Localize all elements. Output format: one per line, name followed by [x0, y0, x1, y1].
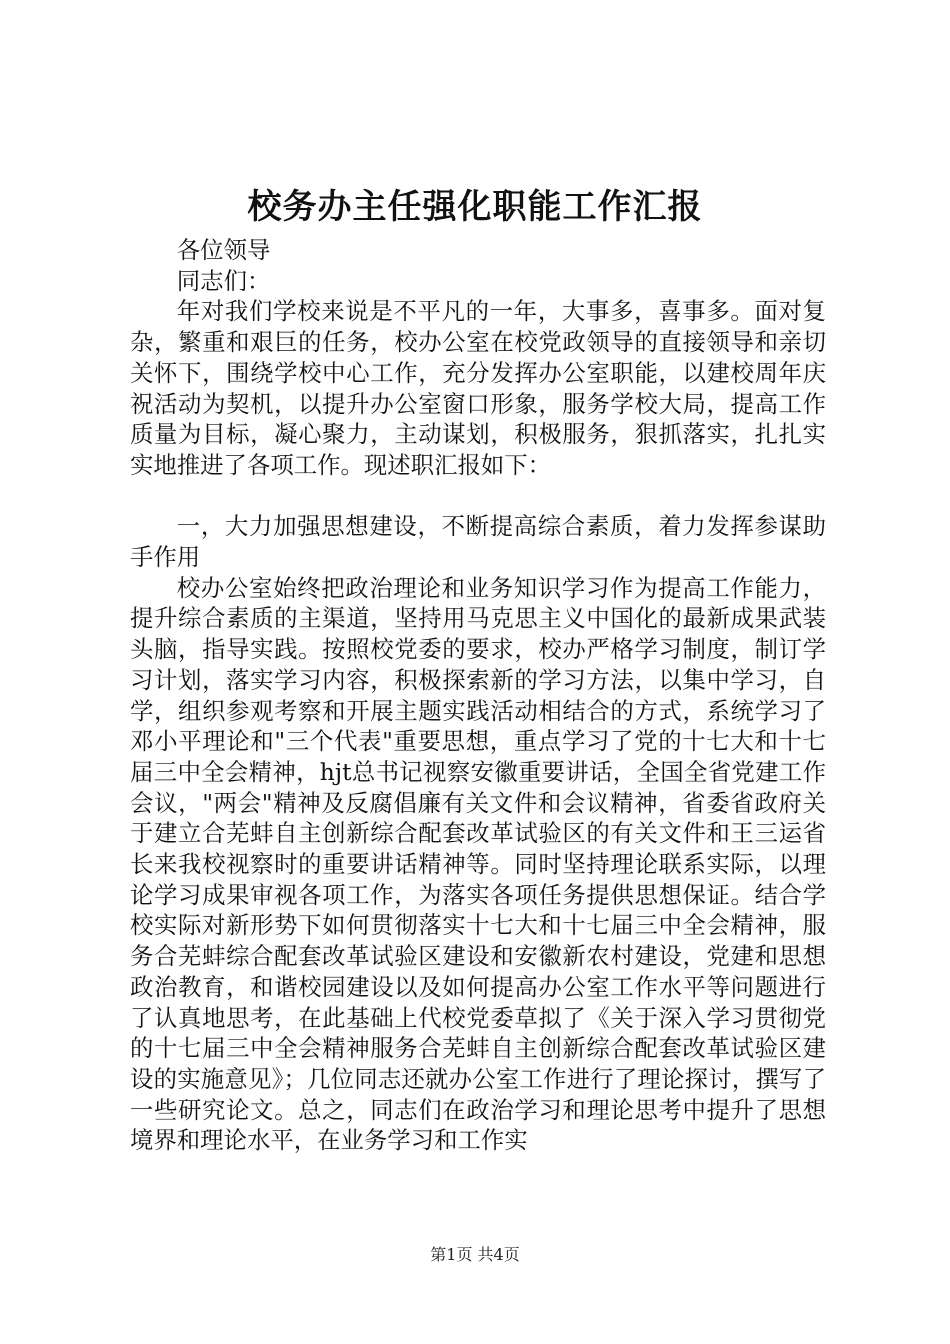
page-number-footer: 第1页 共4页: [430, 1245, 520, 1264]
document-body: [130, 235, 826, 1156]
paragraph-gap: [130, 481, 826, 512]
salutation-leaders: 各位领导: [176, 236, 271, 264]
section-heading: 一，大力加强思想建设，不断提高综合素质，着力发挥参谋助手作用: [130, 512, 826, 572]
salutation-comrades: 同志们：: [176, 266, 271, 295]
intro-paragraph: 年对我们学校来说是不平凡的一年，大事多，喜事多。面对复杂，繁重和艰巨的任务，校办公室在校党政领导的直接领导和亲切关怀下，围绕学校中心工作，充分发挥办公室职能，以建校周年庆祝活动为契机，以提升办公室窗口形象，服务学校大局，提高工作质量为目标，凝心聚力，主动谋划，积极服务，狠抓落实，扎扎实实地推进了各项工作。现述职汇报如下：: [130, 297, 826, 479]
document-title: 校务办主任强化职能工作汇报: [247, 187, 703, 227]
section-paragraph: 校办公室始终把政治理论和业务知识学习作为提高工作能力，提升综合素质的主渠道，坚持用马克思主义中国化的最新成果武装头脑，指导实践。按照校党委的要求，校办严格学习制度，制订学习计划，落实学习内容，积极探索新的学习方法，以集中学习，自学，组织参观考察和开展主题实践活动相结合的方式，系统学习了邓小平理论和"三个代表"重要思想，重点学习了党的十七大和十七届三中全会精神，hjt总书记视察安徽重要讲话，全国全省党建工作会议，"两会"精神及反腐倡廉有关文件和会议精神，省委省政府关于建立合芜蚌自主创新综合配套改革试验区的有关文件和王三运省长来我校视察时的重要讲话精神等。同时坚持理论联系实际，以理论学习成果审视各项工作，为落实各项任务提供思想保证。结合学校实际对新形势下如何贯彻落实十七大和十七届三中全会精神，服务合芜蚌综合配套改革试验区建设和安徽新农村建设，党建和思想政治教育，和谐校园建设以及如何提高办公室工作水平等问题进行了认真地思考，在此基础上代校党委草拟了《关于深入学习贯彻党的十七届三中全会精神服务合芜蚌自主创新综合配套改革试验区建设的实施意见》；几位同志还就办公室工作进行了理论探讨，撰写了一些研究论文。总之，同志们在政治学习和理论思考中提升了思想境界和理论水平，在业务学习和工作实: [130, 573, 826, 1155]
